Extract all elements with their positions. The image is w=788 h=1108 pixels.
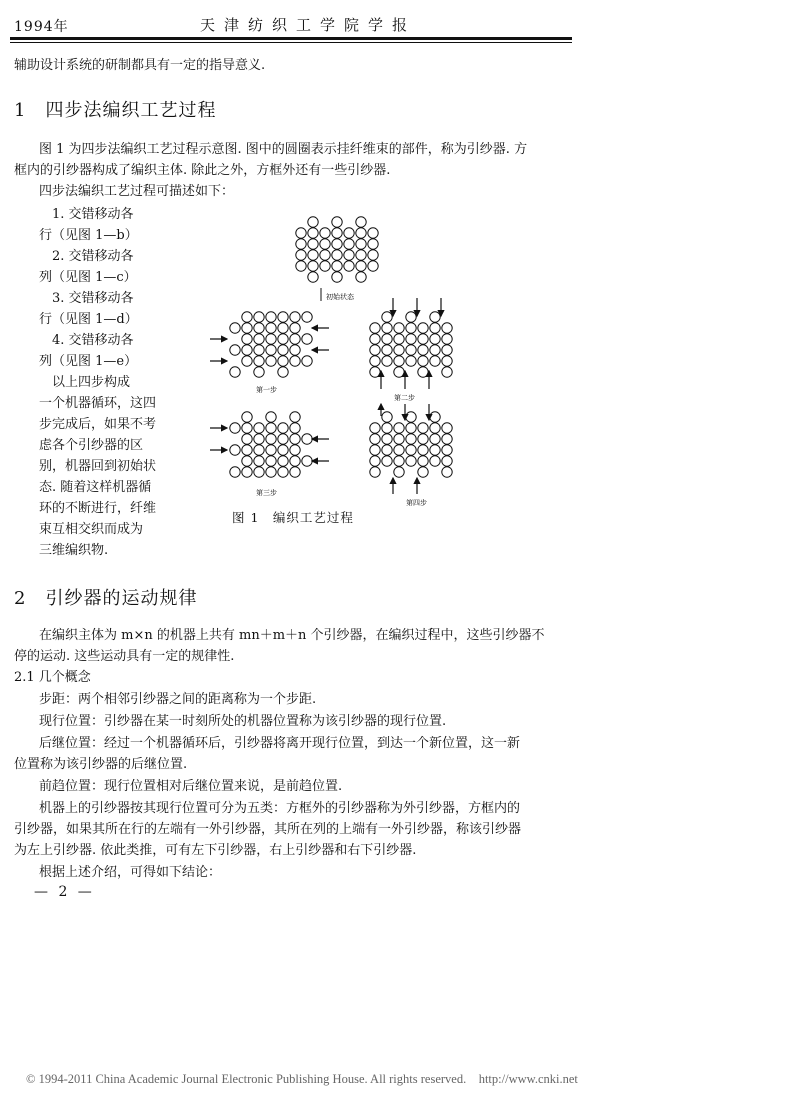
- carrier-circle: [242, 334, 252, 344]
- journal-title: 天津纺织工学院学报: [200, 16, 417, 34]
- carrier-circle: [278, 312, 288, 322]
- carrier-circle: [254, 312, 264, 322]
- carrier-circle: [382, 423, 392, 433]
- carrier-circle: [254, 367, 264, 377]
- wrap-line: 1. 交错移动各: [39, 207, 134, 222]
- carrier-circle: [418, 456, 428, 466]
- carrier-circle: [394, 323, 404, 333]
- definition-current-position: 现行位置：引纱器在某一时刻所处的机器位置称为该引纱器的现行位置.: [39, 714, 447, 729]
- carrier-circle: [254, 445, 264, 455]
- carrier-circle: [406, 345, 416, 355]
- carrier-circle: [254, 323, 264, 333]
- carrier-circle: [320, 261, 330, 271]
- carrier-circle: [406, 434, 416, 444]
- carrier-circle: [254, 456, 264, 466]
- carrier-circle: [442, 323, 452, 333]
- carrier-circle: [430, 312, 440, 322]
- carrier-circle: [406, 334, 416, 344]
- carrier-circle: [382, 445, 392, 455]
- carrier-circle: [370, 434, 380, 444]
- carrier-circle: [266, 434, 276, 444]
- carrier-circle: [356, 228, 366, 238]
- carrier-circle: [242, 445, 252, 455]
- carrier-circle: [242, 323, 252, 333]
- carrier-circle: [368, 228, 378, 238]
- carrier-circle: [344, 228, 354, 238]
- carrier-circle: [356, 261, 366, 271]
- wrap-line: 别，机器回到初始状: [39, 459, 157, 474]
- carrier-circle: [430, 445, 440, 455]
- label-step3: 第三步: [256, 489, 277, 497]
- carrier-circle: [278, 356, 288, 366]
- carrier-circle: [370, 323, 380, 333]
- carrier-circle: [382, 434, 392, 444]
- carrier-circle: [406, 356, 416, 366]
- carrier-circle: [320, 250, 330, 260]
- carrier-circle: [290, 334, 300, 344]
- wrap-line: 以上四步构成: [39, 375, 131, 390]
- label-step1: 第一步: [256, 386, 277, 394]
- carrier-circle: [278, 334, 288, 344]
- carrier-circle: [382, 356, 392, 366]
- carrier-group-step2: [370, 312, 452, 377]
- section-2-para2-line1: 机器上的引纱器按其现行位置可分为五类：方框外的引纱器称为外引纱器，方框内的: [39, 801, 521, 816]
- label-initial: 初始状态: [326, 293, 354, 301]
- carrier-circle: [278, 445, 288, 455]
- carrier-circle: [394, 423, 404, 433]
- carrier-circle: [320, 228, 330, 238]
- carrier-circle: [266, 456, 276, 466]
- carrier-circle: [370, 423, 380, 433]
- definition-predecessor-position: 前趋位置：现行位置相对后继位置来说，是前趋位置.: [39, 779, 343, 794]
- carrier-circle: [406, 456, 416, 466]
- carrier-circle: [382, 312, 392, 322]
- section-1-title: 1 四步法编织工艺过程: [14, 100, 217, 121]
- carrier-circle: [368, 250, 378, 260]
- carrier-circle: [266, 467, 276, 477]
- carrier-circle: [290, 456, 300, 466]
- carrier-circle: [406, 445, 416, 455]
- carrier-circle: [406, 412, 416, 422]
- carrier-circle: [308, 261, 318, 271]
- carrier-circle: [406, 323, 416, 333]
- carrier-circle: [290, 434, 300, 444]
- carrier-circle: [290, 467, 300, 477]
- definition-step-distance: 步距：两个相邻引纱器之间的距离称为一个步距.: [39, 692, 317, 707]
- carrier-circle: [406, 312, 416, 322]
- carrier-circle: [430, 434, 440, 444]
- carrier-circle: [430, 323, 440, 333]
- carrier-circle: [332, 272, 342, 282]
- wrap-line: 行（见图 1—b）: [39, 228, 138, 243]
- carrier-circle: [382, 323, 392, 333]
- carrier-circle: [230, 445, 240, 455]
- figure-1-caption: 图 1 编织工艺过程: [232, 510, 354, 525]
- carrier-circle: [344, 239, 354, 249]
- label-step4: 第四步: [406, 499, 427, 507]
- carrier-circle: [442, 467, 452, 477]
- carrier-circle: [442, 367, 452, 377]
- carrier-circle: [254, 467, 264, 477]
- carrier-circle: [394, 467, 404, 477]
- carrier-group-step4: [370, 412, 452, 477]
- carrier-circle: [230, 423, 240, 433]
- carrier-circle: [332, 239, 342, 249]
- carrier-circle: [242, 412, 252, 422]
- carrier-circle: [266, 312, 276, 322]
- carrier-circle: [278, 323, 288, 333]
- carrier-circle: [302, 356, 312, 366]
- header-year: 1994年: [14, 19, 69, 35]
- carrier-circle: [442, 423, 452, 433]
- carrier-circle: [278, 423, 288, 433]
- carrier-circle: [254, 434, 264, 444]
- page-number: — 2 —: [34, 884, 95, 900]
- carrier-circle: [308, 250, 318, 260]
- carrier-circle: [344, 250, 354, 260]
- carrier-circle: [332, 250, 342, 260]
- wrap-line: 4. 交错移动各: [39, 333, 134, 348]
- carrier-circle: [418, 423, 428, 433]
- wrap-line: 行（见图 1—d）: [39, 312, 138, 327]
- carrier-circle: [278, 434, 288, 444]
- carrier-circle: [394, 434, 404, 444]
- carrier-circle: [370, 345, 380, 355]
- carrier-circle: [430, 456, 440, 466]
- carrier-circle: [356, 217, 366, 227]
- carrier-circle: [278, 345, 288, 355]
- carrier-circle: [296, 228, 306, 238]
- section-2-title: 2 引纱器的运动规律: [14, 588, 198, 609]
- carrier-circle: [296, 239, 306, 249]
- carrier-circle: [442, 456, 452, 466]
- section-2-para1-line2: 停的运动. 这些运动具有一定的规律性.: [14, 649, 235, 664]
- carrier-circle: [266, 334, 276, 344]
- section-2-para2-line2: 引纱器，如果其所在行的左端有一外引纱器，其所在列的上端有一外引纱器，称该引纱器: [14, 822, 522, 837]
- carrier-circle: [370, 467, 380, 477]
- wrap-line: 步完成后，如果不考: [39, 417, 157, 432]
- wrap-line: 环的不断进行，纤维: [39, 501, 157, 516]
- carrier-circle: [356, 250, 366, 260]
- wrap-line: 虑各个引纱器的区: [39, 438, 144, 453]
- carrier-circle: [370, 456, 380, 466]
- carrier-circle: [302, 434, 312, 444]
- carrier-circle: [242, 456, 252, 466]
- carrier-circle: [266, 412, 276, 422]
- carrier-circle: [370, 334, 380, 344]
- wrap-line: 2. 交错移动各: [39, 249, 134, 264]
- carrier-circle: [418, 334, 428, 344]
- carrier-circle: [254, 356, 264, 366]
- carrier-group-initial: [296, 217, 378, 282]
- carrier-circle: [356, 239, 366, 249]
- carrier-circle: [368, 261, 378, 271]
- carrier-circle: [266, 445, 276, 455]
- wrap-line: 束互相交织而成为: [39, 522, 144, 537]
- carrier-circle: [308, 228, 318, 238]
- carrier-circle: [278, 367, 288, 377]
- carrier-circle: [370, 367, 380, 377]
- carrier-circle: [382, 345, 392, 355]
- carrier-circle: [242, 345, 252, 355]
- carrier-circle: [382, 412, 392, 422]
- carrier-circle: [382, 456, 392, 466]
- wrap-line: 3. 交错移动各: [39, 291, 134, 306]
- carrier-circle: [418, 323, 428, 333]
- carrier-circle: [266, 345, 276, 355]
- carrier-circle: [290, 423, 300, 433]
- carrier-circle: [442, 345, 452, 355]
- carrier-circle: [242, 434, 252, 444]
- section-2-para1-line1: 在编织主体为 m×n 的机器上共有 mn＋m＋n 个引纱器，在编织过程中，这些引纱器不: [39, 628, 545, 643]
- section-2-para3: 根据上述介绍，可得如下结论：: [39, 865, 222, 880]
- carrier-circle: [242, 312, 252, 322]
- carrier-circle: [230, 467, 240, 477]
- figure-1-braiding-diagram: [195, 206, 465, 526]
- carrier-circle: [266, 323, 276, 333]
- carrier-circle: [442, 356, 452, 366]
- carrier-circle: [344, 261, 354, 271]
- section-2-para2-line3: 为左上引纱器. 依此类推，可有左下引纱器，右上引纱器和右下引纱器.: [14, 843, 417, 858]
- carrier-circle: [230, 323, 240, 333]
- carrier-circle: [370, 356, 380, 366]
- carrier-circle: [290, 356, 300, 366]
- carrier-group-step3: [230, 412, 312, 477]
- carrier-circle: [430, 412, 440, 422]
- section-1-para1-line2: 框内的引纱器构成了编织主体. 除此之外，方框外还有一些引纱器.: [14, 163, 391, 178]
- carrier-circle: [430, 356, 440, 366]
- carrier-circle: [394, 356, 404, 366]
- carrier-circle: [278, 467, 288, 477]
- carrier-circle: [308, 217, 318, 227]
- wrap-line: 一个机器循环，这四: [39, 396, 157, 411]
- carrier-circle: [278, 456, 288, 466]
- carrier-circle: [394, 345, 404, 355]
- carrier-circle: [418, 356, 428, 366]
- carrier-circle: [368, 239, 378, 249]
- carrier-circle: [370, 445, 380, 455]
- carrier-circle: [406, 423, 416, 433]
- carrier-circle: [308, 272, 318, 282]
- carrier-circle: [418, 345, 428, 355]
- carrier-circle: [442, 334, 452, 344]
- carrier-circle: [254, 345, 264, 355]
- carrier-circle: [290, 412, 300, 422]
- carrier-circle: [254, 423, 264, 433]
- wrap-line: 列（见图 1—e）: [39, 354, 138, 369]
- definition-successor-position-line1: 后继位置：经过一个机器循环后，引纱器将离开现行位置，到达一个新位置，这一新: [39, 736, 521, 751]
- carrier-circle: [332, 261, 342, 271]
- wrap-line: 态. 随着这样机器循: [39, 480, 152, 495]
- carrier-circle: [266, 356, 276, 366]
- carrier-circle: [296, 261, 306, 271]
- section-1-para2: 四步法编织工艺过程可描述如下：: [39, 184, 235, 199]
- carrier-circle: [290, 445, 300, 455]
- carrier-circle: [266, 423, 276, 433]
- label-step2: 第二步: [394, 394, 415, 402]
- carrier-circle: [430, 423, 440, 433]
- carrier-circle: [242, 467, 252, 477]
- definition-successor-position-line2: 位置称为该引纱器的后继位置.: [14, 757, 188, 772]
- carrier-circle: [290, 323, 300, 333]
- subsection-2-1-title: 2.1 几个概念: [14, 670, 91, 685]
- carrier-circle: [320, 239, 330, 249]
- carrier-circle: [394, 445, 404, 455]
- wrap-line: 三维编织物.: [39, 543, 109, 558]
- section-1-para1-line1: 图 1 为四步法编织工艺过程示意图. 图中的圆圈表示挂纤维束的部件，称为引纱器. 方: [39, 142, 528, 157]
- carrier-circle: [430, 334, 440, 344]
- carrier-circle: [302, 456, 312, 466]
- carrier-circle: [418, 367, 428, 377]
- carrier-circle: [254, 334, 264, 344]
- copyright-footer: © 1994-2011 China Academic Journal Electronic Publishing House. All rights reserved. http://www.cnki.net: [26, 1072, 578, 1086]
- carrier-circle: [356, 272, 366, 282]
- carrier-group-step1: [230, 312, 312, 377]
- carrier-circle: [296, 250, 306, 260]
- carrier-circle: [418, 434, 428, 444]
- carrier-circle: [442, 434, 452, 444]
- carrier-circle: [430, 345, 440, 355]
- carrier-circle: [332, 217, 342, 227]
- carrier-circle: [242, 423, 252, 433]
- carrier-circle: [442, 445, 452, 455]
- carrier-circle: [230, 367, 240, 377]
- carrier-circle: [308, 239, 318, 249]
- wrap-line: 列（见图 1—c）: [39, 270, 137, 285]
- carrier-circle: [394, 367, 404, 377]
- carrier-circle: [242, 356, 252, 366]
- header-rule: [10, 37, 572, 40]
- carrier-circle: [230, 345, 240, 355]
- carrier-circle: [418, 445, 428, 455]
- carrier-circle: [332, 228, 342, 238]
- intro-line: 辅助设计系统的研制都具有一定的指导意义.: [14, 58, 266, 73]
- carrier-circle: [394, 456, 404, 466]
- carrier-circle: [382, 334, 392, 344]
- carrier-circle: [290, 312, 300, 322]
- carrier-circle: [418, 467, 428, 477]
- carrier-circle: [394, 334, 404, 344]
- header-rule-thin: [10, 42, 572, 43]
- carrier-circle: [302, 312, 312, 322]
- carrier-circle: [302, 334, 312, 344]
- step-description-column: [39, 204, 157, 561]
- carrier-circle: [290, 345, 300, 355]
